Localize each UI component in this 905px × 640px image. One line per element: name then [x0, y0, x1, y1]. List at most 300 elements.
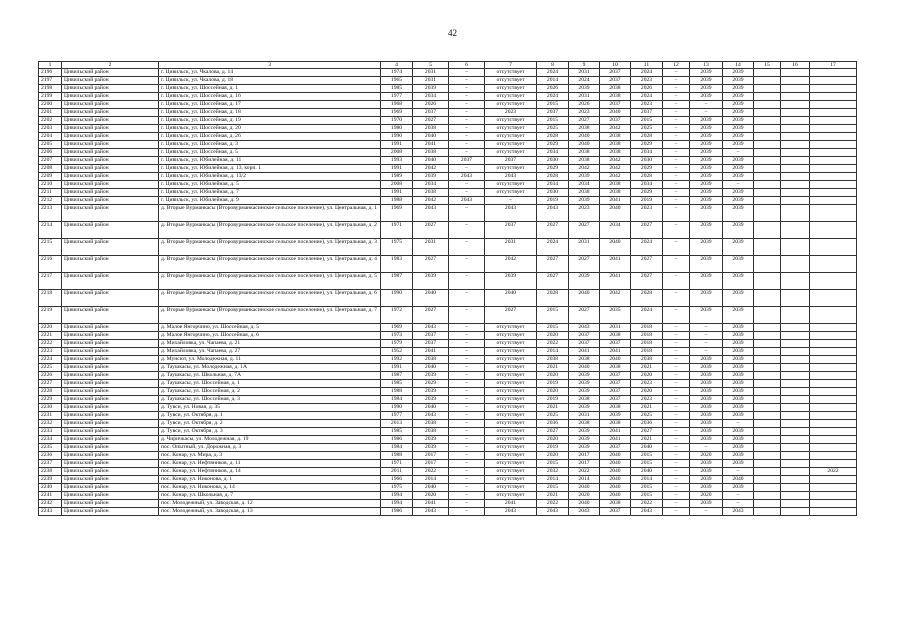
- table-cell: 2040: [413, 133, 449, 141]
- table-cell: 2039: [690, 157, 723, 165]
- table-cell: 1975: [381, 239, 413, 256]
- table-cell: Цивильский район: [62, 340, 159, 348]
- table-cell: 2039: [723, 197, 754, 205]
- table-cell: 1985: [381, 380, 413, 388]
- table-cell: [810, 307, 857, 324]
- table-cell: 2040: [413, 484, 449, 492]
- table-cell: 1991: [381, 141, 413, 149]
- table-cell: 2039: [690, 290, 723, 307]
- table-cell: 2038: [600, 141, 631, 149]
- table-cell: 1977: [381, 412, 413, 420]
- table-cell: 2014: [537, 77, 569, 85]
- table-cell: 2031: [569, 69, 600, 77]
- table-cell: [754, 444, 781, 452]
- table-cell: г. Цивильск, ул. Шоссейная, д. 3: [159, 141, 381, 149]
- table-row: [39, 348, 857, 356]
- table-cell: д. Вторые Вурманкасы (Второвурманкасинское сельское поселение), ул. Центральная, д. 6: [159, 290, 381, 307]
- table-cell: [754, 165, 781, 173]
- table-cell: [754, 420, 781, 428]
- table-cell: –: [449, 93, 485, 101]
- table-cell: д. Таушкасы, ул. Школьная, д. 7А: [159, 372, 381, 380]
- table-cell: 2039: [723, 412, 754, 420]
- table-cell: 2043: [723, 508, 754, 516]
- table-cell: 2039: [569, 404, 600, 412]
- housing-table: [38, 61, 857, 516]
- table-cell: [810, 476, 857, 484]
- table-row: [39, 324, 857, 332]
- table-cell: 2018: [631, 340, 663, 348]
- table-cell: 2039: [690, 205, 723, 222]
- table-cell: 2031: [485, 239, 537, 256]
- table-cell: [754, 380, 781, 388]
- table-cell: отсутствует: [485, 141, 537, 149]
- column-header: 13: [690, 62, 723, 69]
- table-cell: д. Чиричкасы, ул. Молодежная, д. 19: [159, 436, 381, 444]
- table-cell: 2013: [381, 420, 413, 428]
- table-cell: 2008: [381, 181, 413, 189]
- table-cell: 2039: [690, 125, 723, 133]
- table-cell: 2040: [413, 364, 449, 372]
- table-cell: 2026: [631, 85, 663, 93]
- table-cell: 1952: [381, 348, 413, 356]
- table-cell: 2025: [537, 412, 569, 420]
- table-cell: [810, 197, 857, 205]
- column-header: 8: [537, 62, 569, 69]
- table-cell: 2042: [413, 197, 449, 205]
- table-cell: 2025: [631, 125, 663, 133]
- table-cell: д. Таушкасы, ул. Шоссейная, д. 2: [159, 388, 381, 396]
- table-cell: 2027: [485, 307, 537, 324]
- table-cell: 2034: [600, 222, 631, 239]
- table-cell: г. Цивильск, ул. Чкалова, д. 14: [159, 69, 381, 77]
- table-cell: 2020: [413, 492, 449, 500]
- table-row: [39, 404, 857, 412]
- table-cell: 2041: [600, 273, 631, 290]
- table-cell: 2024: [631, 69, 663, 77]
- table-row: [39, 452, 857, 460]
- table-cell: 2037: [485, 222, 537, 239]
- table-cell: 2039: [723, 444, 754, 452]
- table-cell: 1977: [381, 93, 413, 101]
- table-cell: [781, 508, 810, 516]
- table-cell: 2037: [537, 109, 569, 117]
- table-cell: 2039: [723, 189, 754, 197]
- table-cell: отсутствует: [485, 117, 537, 125]
- table-cell: [781, 476, 810, 484]
- table-cell: 2037: [413, 109, 449, 117]
- table-cell: отсутствует: [485, 468, 537, 476]
- table-cell: [781, 197, 810, 205]
- table-cell: Цивильский район: [62, 149, 159, 157]
- table-cell: –: [663, 290, 690, 307]
- table-cell: 2027: [569, 222, 600, 239]
- table-cell: 2038: [600, 85, 631, 93]
- table-cell: –: [449, 222, 485, 239]
- table-cell: [810, 492, 857, 500]
- table-row: [39, 307, 857, 324]
- table-cell: 2021: [631, 404, 663, 412]
- table-cell: 2039: [413, 173, 449, 181]
- table-cell: –: [449, 165, 485, 173]
- table-cell: [781, 125, 810, 133]
- table-cell: Цивильский район: [62, 189, 159, 197]
- table-cell: Цивильский район: [62, 101, 159, 109]
- table-cell: [754, 222, 781, 239]
- table-cell: пос. Конар, ул. Никонова, д. 1: [159, 476, 381, 484]
- table-cell: 2039: [723, 273, 754, 290]
- table-cell: 2034: [537, 149, 569, 157]
- table-cell: 1984: [381, 444, 413, 452]
- table-cell: [754, 372, 781, 380]
- table-cell: 1994: [381, 492, 413, 500]
- table-cell: 2043: [485, 508, 537, 516]
- table-cell: 1969: [381, 324, 413, 332]
- table-cell: [810, 420, 857, 428]
- table-cell: 2041: [569, 348, 600, 356]
- table-cell: 2223: [39, 348, 62, 356]
- table-cell: –: [663, 141, 690, 149]
- table-cell: [781, 133, 810, 141]
- table-cell: 1990: [381, 290, 413, 307]
- table-cell: д. Таушкасы, ул. Шоссейная, д. 1: [159, 380, 381, 388]
- table-cell: –: [723, 500, 754, 508]
- table-cell: 2205: [39, 141, 62, 149]
- table-cell: д. Вторые Вурманкасы (Второвурманкасинское сельское поселение), ул. Центральная, д. 3: [159, 239, 381, 256]
- table-cell: 2039: [723, 307, 754, 324]
- table-cell: 2196: [39, 69, 62, 77]
- table-row: [39, 205, 857, 222]
- table-cell: 2022: [631, 500, 663, 508]
- table-cell: г. Цивильск, ул. Юбилейная, д. 13/2: [159, 173, 381, 181]
- table-cell: 1984: [381, 396, 413, 404]
- table-cell: 2239: [39, 476, 62, 484]
- table-cell: [781, 85, 810, 93]
- table-cell: [754, 508, 781, 516]
- table-cell: г. Цивильск, ул. Шоссейная, д. 16: [159, 93, 381, 101]
- table-cell: 2026: [569, 101, 600, 109]
- table-cell: отсутствует: [485, 69, 537, 77]
- table-cell: [810, 141, 857, 149]
- table-cell: 2037: [600, 372, 631, 380]
- table-cell: 2023: [631, 101, 663, 109]
- table-cell: 2034: [631, 181, 663, 189]
- table-cell: 2022: [569, 468, 600, 476]
- table-cell: 2040: [631, 444, 663, 452]
- table-cell: 2043: [485, 205, 537, 222]
- table-cell: 2209: [39, 173, 62, 181]
- table-cell: 2040: [569, 364, 600, 372]
- table-row: [39, 508, 857, 516]
- table-cell: д. Таушкасы, ул. Шоссейная, д. 3: [159, 396, 381, 404]
- table-cell: –: [449, 181, 485, 189]
- table-cell: г. Цивильск, ул. Шоссейная, д. 19: [159, 117, 381, 125]
- table-cell: Цивильский район: [62, 173, 159, 181]
- table-cell: 2227: [39, 380, 62, 388]
- table-cell: 2017: [413, 452, 449, 460]
- table-cell: –: [449, 85, 485, 93]
- table-cell: отсутствует: [485, 364, 537, 372]
- table-cell: –: [663, 340, 690, 348]
- table-cell: 2019: [631, 197, 663, 205]
- table-cell: 2023: [631, 77, 663, 85]
- table-cell: [754, 476, 781, 484]
- table-cell: [754, 189, 781, 197]
- table-cell: 2019: [537, 444, 569, 452]
- column-header: 14: [723, 62, 754, 69]
- table-cell: отсутствует: [485, 484, 537, 492]
- table-cell: –: [690, 444, 723, 452]
- table-cell: –: [663, 93, 690, 101]
- table-cell: [810, 452, 857, 460]
- table-cell: [781, 428, 810, 436]
- table-cell: –: [449, 273, 485, 290]
- table-cell: 2015: [537, 324, 569, 332]
- table-cell: [754, 256, 781, 273]
- table-cell: 2021: [631, 364, 663, 372]
- table-cell: 1988: [381, 452, 413, 460]
- table-cell: 1968: [381, 101, 413, 109]
- table-cell: 2026: [537, 85, 569, 93]
- table-cell: [781, 93, 810, 101]
- table-cell: –: [663, 117, 690, 125]
- table-cell: 2027: [569, 256, 600, 273]
- table-cell: 2027: [569, 307, 600, 324]
- table-cell: [781, 412, 810, 420]
- table-cell: 2039: [569, 197, 600, 205]
- table-cell: –: [663, 101, 690, 109]
- table-cell: отсутствует: [485, 388, 537, 396]
- table-cell: –: [663, 109, 690, 117]
- header-row: [39, 62, 857, 69]
- table-row: [39, 239, 857, 256]
- table-cell: –: [690, 324, 723, 332]
- table-cell: 2038: [600, 420, 631, 428]
- table-cell: д. Тувси, ул. Октября, д. 1: [159, 412, 381, 420]
- table-cell: 2042: [569, 165, 600, 173]
- table-cell: –: [663, 197, 690, 205]
- table-cell: 2028: [631, 173, 663, 181]
- table-row: [39, 133, 857, 141]
- table-cell: 2207: [39, 157, 62, 165]
- table-cell: отсутствует: [485, 436, 537, 444]
- table-cell: [754, 157, 781, 165]
- table-cell: отсутствует: [485, 133, 537, 141]
- table-cell: 2028: [537, 290, 569, 307]
- table-cell: Цивильский район: [62, 460, 159, 468]
- table-cell: 2039: [569, 273, 600, 290]
- table-cell: 2040: [569, 141, 600, 149]
- table-cell: 1979: [381, 340, 413, 348]
- table-cell: [754, 141, 781, 149]
- table-cell: 2041: [413, 348, 449, 356]
- table-cell: –: [663, 412, 690, 420]
- table-cell: 2029: [631, 141, 663, 149]
- table-cell: 2040: [600, 356, 631, 364]
- table-cell: отсутствует: [485, 189, 537, 197]
- table-cell: –: [723, 181, 754, 189]
- table-cell: 2039: [485, 273, 537, 290]
- table-cell: [810, 173, 857, 181]
- column-header: 15: [754, 62, 781, 69]
- table-cell: 2020: [569, 492, 600, 500]
- table-cell: [754, 101, 781, 109]
- table-cell: 2018: [631, 324, 663, 332]
- table-cell: 2217: [39, 273, 62, 290]
- table-cell: 2039: [723, 77, 754, 85]
- table-cell: 2031: [569, 93, 600, 101]
- table-cell: 1991: [381, 165, 413, 173]
- table-cell: [781, 324, 810, 332]
- table-cell: –: [663, 149, 690, 157]
- table-cell: 1990: [381, 404, 413, 412]
- table-cell: 2008: [381, 149, 413, 157]
- table-cell: –: [690, 508, 723, 516]
- table-cell: [781, 396, 810, 404]
- table-cell: 2017: [413, 460, 449, 468]
- table-cell: 2027: [413, 256, 449, 273]
- column-header: 3: [159, 62, 381, 69]
- table-cell: 2041: [413, 500, 449, 508]
- table-cell: Цивильский район: [62, 508, 159, 516]
- table-cell: –: [663, 484, 690, 492]
- table-cell: 1985: [381, 428, 413, 436]
- table-cell: 2222: [39, 340, 62, 348]
- table-cell: –: [449, 436, 485, 444]
- table-cell: 2039: [569, 444, 600, 452]
- table-cell: 2039: [569, 85, 600, 93]
- table-cell: 1987: [381, 273, 413, 290]
- table-cell: 2037: [600, 396, 631, 404]
- table-cell: 2031: [569, 239, 600, 256]
- table-cell: 2039: [690, 256, 723, 273]
- table-cell: 2024: [537, 239, 569, 256]
- table-cell: 2014: [537, 348, 569, 356]
- table-cell: –: [449, 189, 485, 197]
- table-cell: [810, 508, 857, 516]
- table-cell: отсутствует: [485, 340, 537, 348]
- table-cell: [754, 500, 781, 508]
- table-cell: Цивильский район: [62, 290, 159, 307]
- table-cell: 2039: [723, 165, 754, 173]
- table-cell: 2040: [569, 133, 600, 141]
- table-cell: [781, 372, 810, 380]
- table-cell: –: [485, 197, 537, 205]
- table-cell: –: [449, 77, 485, 85]
- table-cell: 2039: [723, 396, 754, 404]
- table-cell: 2043: [569, 324, 600, 332]
- table-cell: [754, 205, 781, 222]
- table-cell: 2228: [39, 388, 62, 396]
- table-cell: д. Вторые Вурманкасы (Второвурманкасинское сельское поселение), ул. Центральная, д. 4: [159, 256, 381, 273]
- table-cell: Цивильский район: [62, 133, 159, 141]
- table-cell: –: [663, 428, 690, 436]
- table-cell: 2043: [485, 173, 537, 181]
- table-cell: 2039: [690, 165, 723, 173]
- table-cell: 1992: [381, 356, 413, 364]
- table-cell: 2027: [631, 428, 663, 436]
- table-cell: г. Цивильск, ул. Юбилейная, д. 11: [159, 157, 381, 165]
- table-cell: 2039: [690, 197, 723, 205]
- table-cell: отсутствует: [485, 93, 537, 101]
- column-header: 2: [62, 62, 159, 69]
- table-cell: 2039: [690, 181, 723, 189]
- table-cell: 2039: [723, 484, 754, 492]
- column-header: 1: [39, 62, 62, 69]
- table-cell: 2034: [631, 149, 663, 157]
- table-row: [39, 340, 857, 348]
- table-cell: 2037: [600, 117, 631, 125]
- table-cell: –: [690, 348, 723, 356]
- table-cell: 2042: [600, 173, 631, 181]
- table-cell: –: [663, 256, 690, 273]
- table-cell: 2020: [631, 388, 663, 396]
- table-cell: 2040: [600, 239, 631, 256]
- table-cell: отсутствует: [485, 181, 537, 189]
- table-cell: г. Цивильск, ул. Юбилейная, д. 9: [159, 197, 381, 205]
- table-cell: 1990: [381, 133, 413, 141]
- table-cell: 2029: [413, 380, 449, 388]
- table-cell: [754, 388, 781, 396]
- table-cell: 2216: [39, 256, 62, 273]
- table-cell: [781, 348, 810, 356]
- table-cell: 2039: [600, 412, 631, 420]
- table-cell: 2023: [631, 205, 663, 222]
- table-cell: –: [663, 69, 690, 77]
- table-cell: –: [663, 222, 690, 239]
- table-cell: 2028: [537, 133, 569, 141]
- table-cell: [781, 332, 810, 340]
- table-cell: [810, 256, 857, 273]
- table-cell: [810, 69, 857, 77]
- table-cell: [754, 428, 781, 436]
- table-cell: [810, 77, 857, 85]
- table-cell: [754, 239, 781, 256]
- table-cell: Цивильский район: [62, 396, 159, 404]
- table-cell: г. Цивильск, ул. Юбилейная, д. 7: [159, 189, 381, 197]
- table-cell: 2039: [690, 356, 723, 364]
- table-cell: –: [449, 101, 485, 109]
- table-cell: 2039: [413, 388, 449, 396]
- table-cell: [810, 428, 857, 436]
- table-row: [39, 388, 857, 396]
- table-cell: 2038: [569, 149, 600, 157]
- table-cell: д. Вторые Вурманкасы (Второвурманкасинское сельское поселение), ул. Центральная, д. 2: [159, 222, 381, 239]
- table-cell: –: [449, 69, 485, 77]
- table-cell: 2039: [690, 189, 723, 197]
- table-cell: [810, 205, 857, 222]
- table-cell: 2043: [449, 173, 485, 181]
- table-cell: 2200: [39, 101, 62, 109]
- table-cell: 2019: [537, 396, 569, 404]
- table-cell: Цивильский район: [62, 117, 159, 125]
- table-cell: 2038: [569, 356, 600, 364]
- table-cell: 2039: [723, 141, 754, 149]
- table-cell: –: [663, 157, 690, 165]
- table-cell: 2040: [723, 476, 754, 484]
- table-cell: 2027: [631, 222, 663, 239]
- table-cell: 2019: [537, 197, 569, 205]
- table-cell: [781, 69, 810, 77]
- table-cell: Цивильский район: [62, 436, 159, 444]
- table-cell: [810, 149, 857, 157]
- table-cell: –: [663, 356, 690, 364]
- table-cell: –: [663, 420, 690, 428]
- table-cell: –: [690, 109, 723, 117]
- table-cell: 2039: [690, 85, 723, 93]
- table-cell: 2039: [723, 125, 754, 133]
- table-cell: 2232: [39, 420, 62, 428]
- table-cell: 2039: [690, 476, 723, 484]
